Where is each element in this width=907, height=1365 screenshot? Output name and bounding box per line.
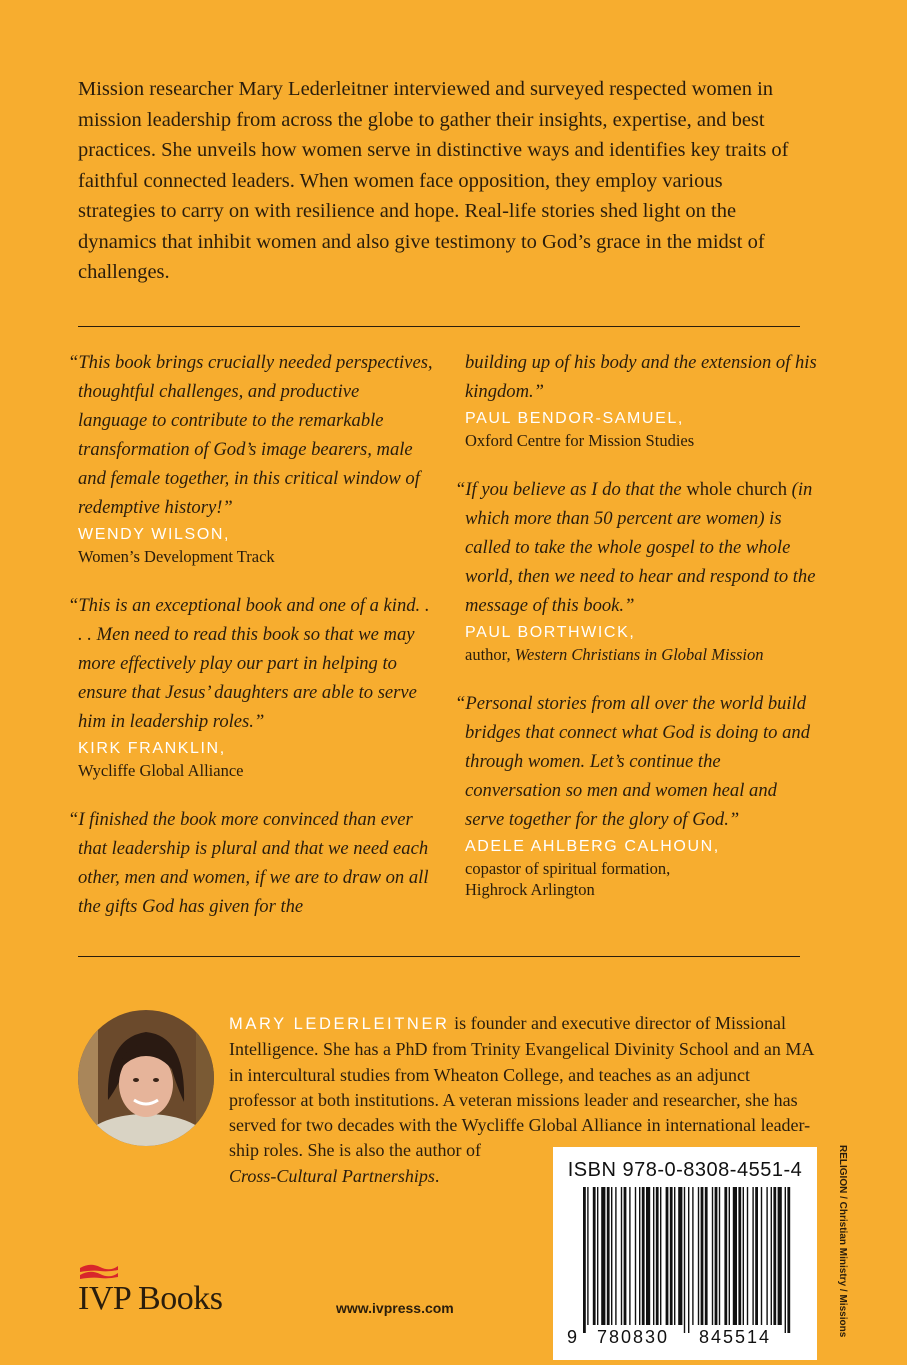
barcode-bar [635,1187,636,1325]
barcode-bar [761,1187,762,1325]
author-name: MARY LEDERLEITNER [229,1015,450,1033]
barcode-bar [705,1187,708,1325]
bio-period: . [434,1165,440,1186]
barcode-bar [778,1187,782,1325]
barcode-bar [701,1187,704,1325]
barcode-bar [587,1187,588,1325]
barcode-bar [747,1187,748,1325]
barcode-bar [724,1187,727,1325]
barcode-bar [656,1187,659,1325]
affiliation-prefix: author, [465,645,515,664]
barcode-bar [611,1187,612,1325]
endorser-name: KIRK FRANKLIN, [78,740,226,757]
barcode-bar [729,1187,730,1325]
isbn-digit-group-2: 845514 [699,1327,772,1347]
book-title: Western Christians in Global Mission [514,645,764,664]
publisher-logo [78,1262,228,1322]
barcode-bar [593,1187,596,1325]
isbn-digit-lead: 9 [567,1327,580,1347]
publisher-name: IVP Books [78,1280,223,1317]
endorsement-quote: “This book brings crucially needed perspectives, thoughtful challenges, and productive language to contribute to the remarkable transformation of God’s image bearers, male and female together, in this critical window of redemptive history!” [68,352,433,518]
endorsement-quote: “Personal stories from all over the world build bridges that connect what God is doing to and through women. Let’s continue the conversation so men and women heal and serve together for the glory of God.” [455,693,811,830]
bio-text-end: ship roles. She is also the author of [229,1140,481,1161]
barcode-bar [678,1187,682,1325]
isbn-digit-group-1: 780830 [597,1327,670,1347]
endorser-affiliation-line1: copastor of spiritual formation, [465,859,671,878]
endorsements-left-column [68,348,433,945]
book-description: Mission researcher Mary Lederleitner interviewed and surveyed respected women in mission leadership from across the globe to gather their insights, expertise, and best practices. She unveils how women serve in distinctive ways and identifies key traits of faithful connected leaders. When women face opposition, they employ various strategies to carry on with resilience and hope. Real-life stories shed light on the dynamics that inhibit women and also give testimony to God’s grace in the midst of challenges. [78,78,789,283]
barcode-bar [738,1187,741,1325]
barcode-bar [646,1187,650,1325]
publisher-website: www.ivpress.com [336,1300,454,1316]
barcode-bar [660,1187,661,1325]
barcode-bar [621,1187,622,1325]
quote-emphasis: whole church [686,479,788,500]
endorsement-calhoun [455,689,820,900]
barcode-bar [670,1187,673,1325]
endorsement-quote: “This is an exceptional book and one of a kind. . . . Men need to read this book so that we may more effectively play our part in helping to ensure that Jesus’ daughters are able to serve him in leadership roles.” [68,595,430,732]
barcode-bar [583,1187,586,1333]
barcode-bar [766,1187,767,1325]
barcode-bar [601,1187,605,1325]
endorsement-quote [455,475,820,620]
endorser-affiliation [465,644,820,665]
endorser-affiliation-line2: Highrock Arlington [465,880,595,899]
endorser-affiliation: Women’s Development Track [78,547,275,566]
barcode-bar [684,1187,685,1333]
barcode [553,1187,817,1337]
barcode-bar [597,1187,598,1325]
endorsements-right-column [455,348,820,924]
endorsement-bendor-samuel-start [68,805,433,921]
barcode-bar [787,1187,790,1333]
endorser-name: PAUL BENDOR-SAMUEL, [465,410,684,427]
barcode-bar [712,1187,713,1325]
barcode-bar [719,1187,720,1325]
author-book-title: Cross-Cultural Partnerships [229,1165,435,1186]
author-photo [78,1010,214,1146]
barcode-bar [773,1187,776,1325]
endorsement-wilson [68,348,433,567]
endorsement-quote-continued: building up of his body and the extension of his kingdom.” [465,352,817,402]
barcode-bar [771,1187,772,1325]
barcode-bar [715,1187,718,1325]
barcode-bar [698,1187,699,1325]
endorser-affiliation: Oxford Centre for Mission Studies [465,431,695,450]
barcode-bar [743,1187,744,1325]
barcode-bar [653,1187,654,1325]
category-label [824,1145,848,1365]
barcode-bar [785,1187,786,1333]
barcode-bar [629,1187,630,1325]
endorsement-bendor-samuel-end [455,348,820,451]
barcode-bar [639,1187,640,1325]
endorsement-quote: “I finished the book more convinced than ever that leadership is plural and that we need each other, men and women, if we are to draw on all the gifts God has given for the [68,809,429,917]
quote-part: “If you believe as I do that the [455,479,687,500]
barcode-bar [624,1187,627,1325]
barcode-bar [752,1187,753,1325]
bio-text: is founder and executive director of Missional Intelligence. She has a PhD from Trinity Evangelical Divinity School and an MA in intercultural studies from Wheaton College, and teaches as an adjunct professor at both institutions. A veteran missions leader and researcher, she has served for two decades with the Wycliffe Global Alliance in international leader- [229,1013,814,1136]
isbn-label: ISBN 978-0-8308-4551-4 [567,1159,803,1181]
divider-top [78,326,800,327]
barcode-bar [692,1187,693,1325]
barcode-bar [674,1187,675,1325]
category-line2: Missions [837,1294,848,1338]
endorser-name: PAUL BORTHWICK, [465,624,636,641]
isbn-barcode-box [553,1147,817,1360]
barcode-bar [642,1187,645,1325]
quote-part: (in which more than 50 percent are women) is called to take the whole gospel to the whole world, then we need to hear and respond to the message of this book.” [465,479,816,616]
endorser-name: ADELE AHLBERG CALHOUN, [465,838,720,855]
divider-bottom [78,956,800,957]
category-line1: RELIGION / Christian Ministry / [837,1145,848,1292]
endorser-affiliation: Wycliffe Global Alliance [78,761,244,780]
barcode-bar [688,1187,689,1333]
barcode-bar [733,1187,737,1325]
category-line [824,1145,848,1337]
barcode-bar [666,1187,669,1325]
endorsement-franklin [68,591,433,781]
barcode-bar [755,1187,758,1325]
endorsement-borthwick [455,475,820,665]
barcode-bar [607,1187,610,1325]
endorser-name: WENDY WILSON, [78,526,231,543]
barcode-bar [615,1187,616,1325]
